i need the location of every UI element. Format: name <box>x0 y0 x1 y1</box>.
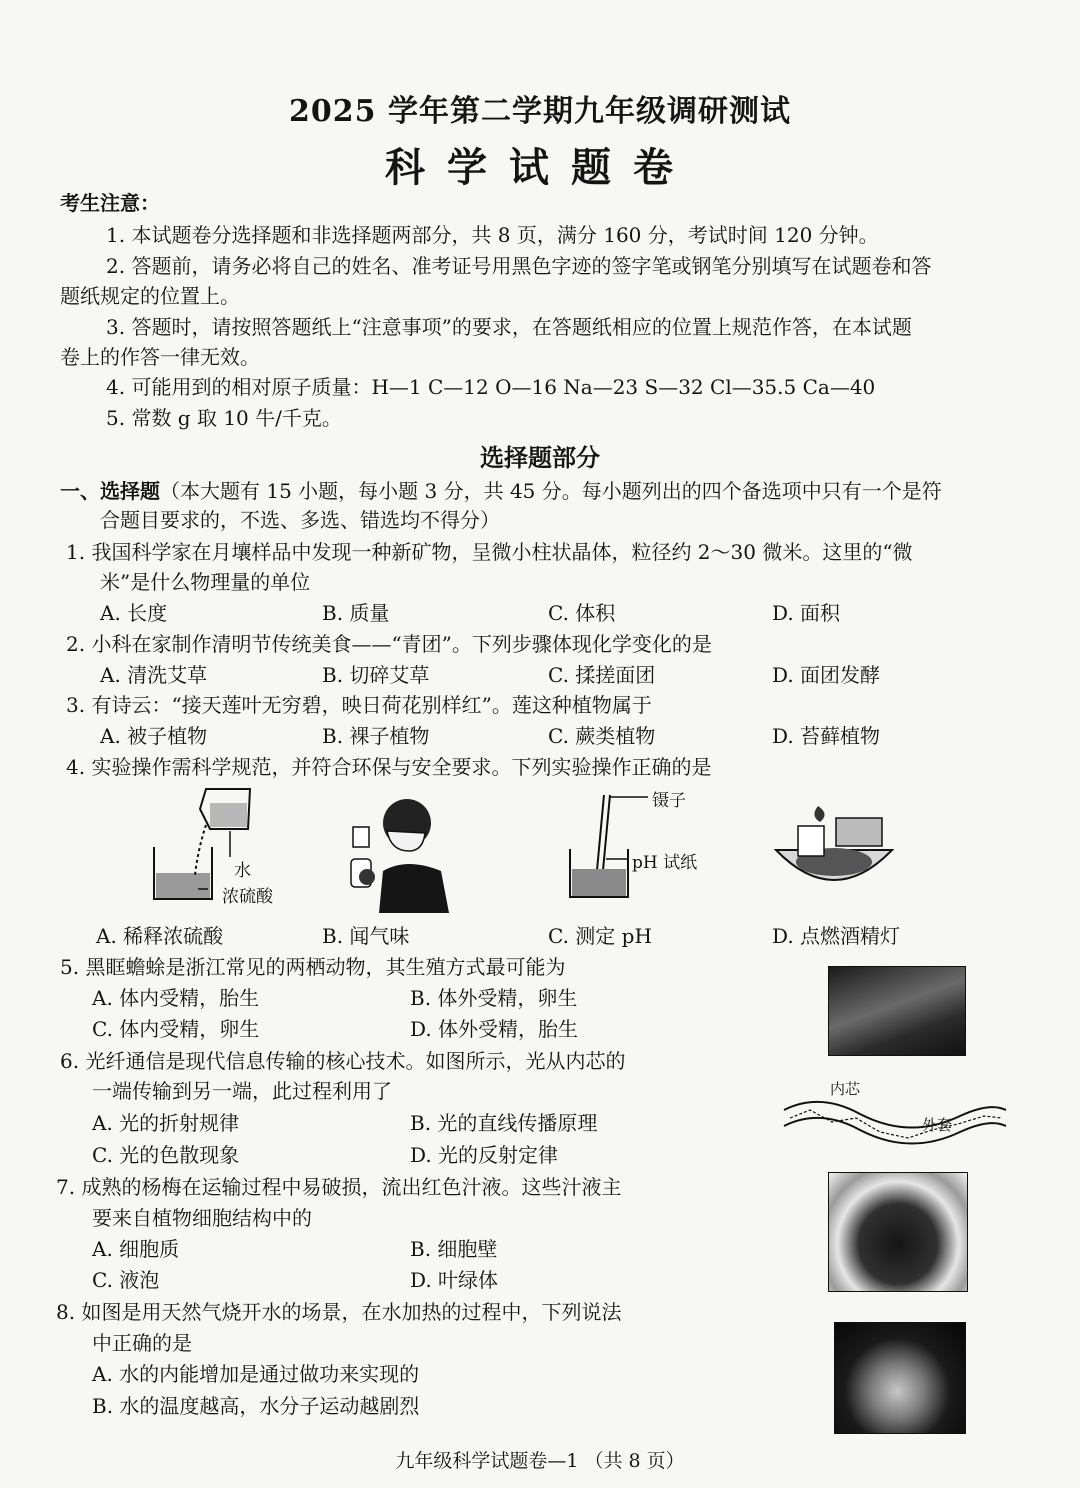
section-title: 选择题部分 <box>480 443 600 472</box>
q7-option-b: B. 细胞壁 <box>410 1237 498 1261</box>
q4-option-d: D. 点燃酒精灯 <box>772 924 901 948</box>
q5-option-a: A. 体内受精，胎生 <box>92 986 260 1010</box>
q1-stem: 1. 我国科学家在月壤样品中发现一种新矿物，呈微小柱状晶体，粒径约 2～30 微米。这里的“微 <box>66 540 913 564</box>
q4-option-c: C. 测定 pH <box>548 924 652 948</box>
q3-option-c: C. 蕨类植物 <box>548 724 656 748</box>
figure-smelling-person <box>345 785 465 915</box>
q6-stem-cont: 一端传输到另一端，此过程利用了 <box>92 1079 392 1103</box>
label-acid: 浓硫酸 <box>222 887 273 907</box>
q7-stem: 7. 成熟的杨梅在运输过程中易破损，流出红色汁液。这些汁液主 <box>56 1175 622 1199</box>
q4-option-b: B. 闻气味 <box>322 924 410 948</box>
q3-option-a: A. 被子植物 <box>100 724 208 748</box>
notice-heading: 考生注意： <box>60 191 160 215</box>
q8-option-a: A. 水的内能增加是通过做功来实现的 <box>92 1362 420 1386</box>
figure-alcohol-lamp <box>770 800 900 900</box>
label-core: 内芯 <box>830 1080 861 1098</box>
part1-desc-cont: 合题目要求的，不选、多选、错选均不得分） <box>100 508 500 532</box>
q4-option-a: A. 稀释浓硫酸 <box>96 924 224 948</box>
q7-option-d: D. 叶绿体 <box>410 1268 499 1292</box>
q8-stem: 8. 如图是用天然气烧开水的场景，在水加热的过程中，下列说法 <box>56 1300 622 1324</box>
q1-stem-cont: 米”是什么物理量的单位 <box>100 570 311 594</box>
q1-option-b: B. 质量 <box>322 601 390 625</box>
q6-option-a: A. 光的折射规律 <box>92 1111 240 1135</box>
exam-title: 2025 学年第二学期九年级调研测试 <box>289 94 791 129</box>
q2-option-a: A. 清洗艾草 <box>100 663 208 687</box>
bayberry-photo <box>828 1172 968 1292</box>
q1-option-c: C. 体积 <box>548 601 616 625</box>
q7-option-c: C. 液泡 <box>92 1268 160 1292</box>
q5-option-c: C. 体内受精，卵生 <box>92 1017 260 1041</box>
notice-item-5: 5. 常数 g 取 10 牛/千克。 <box>106 406 342 430</box>
q8-stem-cont: 中正确的是 <box>92 1331 192 1355</box>
page-footer: 九年级科学试题卷—1 （共 8 页） <box>395 1450 685 1472</box>
label-cladding: 外套 <box>922 1116 953 1134</box>
q2-stem: 2. 小科在家制作清明节传统美食——“青团”。下列步骤体现化学变化的是 <box>66 632 712 656</box>
q5-stem: 5. 黑眶蟾蜍是浙江常见的两栖动物，其生殖方式最可能为 <box>60 955 566 979</box>
notice-item-2: 2. 答题前，请务必将自己的姓名、准考证号用黑色字迹的签字笔或钢笔分别填写在试题卷和答 <box>106 254 932 278</box>
notice-item-3-cont: 卷上的作答一律无效。 <box>60 345 260 369</box>
q3-stem: 3. 有诗云：“接天莲叶无穷碧，映日荷花别样红”。莲这种植物属于 <box>66 693 652 717</box>
label-tweezers: 镊子 <box>652 791 686 811</box>
toad-photo <box>828 966 966 1056</box>
q7-stem-cont: 要来自植物细胞结构中的 <box>92 1206 312 1230</box>
q4-stem: 4. 实验操作需科学规范，并符合环保与安全要求。下列实验操作正确的是 <box>66 755 712 779</box>
q3-option-d: D. 苔藓植物 <box>772 724 881 748</box>
q8-option-b: B. 水的温度越高，水分子运动越剧烈 <box>92 1394 420 1418</box>
notice-item-4: 4. 可能用到的相对原子质量：H—1 C—12 O—16 Na—23 S—32 Cl—35.5 Ca—40 <box>106 375 876 399</box>
label-ph-paper: pH 试纸 <box>632 853 698 873</box>
q5-option-d: D. 体外受精，胎生 <box>410 1017 579 1041</box>
figure-dilute-acid <box>140 785 300 915</box>
q1-option-d: D. 面积 <box>772 601 841 625</box>
part1-label: 一、选择题 <box>60 479 160 503</box>
q7-option-a: A. 细胞质 <box>92 1237 180 1261</box>
kettle-photo <box>834 1322 966 1434</box>
q5-option-b: B. 体外受精，卵生 <box>410 986 578 1010</box>
exam-subtitle: 科学试题卷 <box>385 144 695 191</box>
q2-option-b: B. 切碎艾草 <box>322 663 430 687</box>
q2-option-c: C. 揉搓面团 <box>548 663 656 687</box>
notice-item-2-cont: 题纸规定的位置上。 <box>60 284 240 308</box>
notice-item-1: 1. 本试题卷分选择题和非选择题两部分，共 8 页，满分 160 分，考试时间 120 分钟。 <box>106 223 879 247</box>
q1-option-a: A. 长度 <box>100 601 168 625</box>
q2-option-d: D. 面团发酵 <box>772 663 881 687</box>
label-water: 水 <box>234 861 251 881</box>
q6-option-d: D. 光的反射定律 <box>410 1143 559 1167</box>
part1-header <box>60 476 942 506</box>
notice-item-3: 3. 答题时，请按照答题纸上“注意事项”的要求，在答题纸相应的位置上规范作答，在本试题 <box>106 315 912 339</box>
q6-stem: 6. 光纤通信是现代信息传输的核心技术。如图所示，光从内芯的 <box>60 1049 626 1073</box>
figure-optical-fiber <box>780 1080 1010 1150</box>
q6-option-b: B. 光的直线传播原理 <box>410 1111 598 1135</box>
part1-desc: （本大题有 15 小题，每小题 3 分，共 45 分。每小题列出的四个备选项中只有一个是符 <box>160 479 942 503</box>
q6-option-c: C. 光的色散现象 <box>92 1143 240 1167</box>
q3-option-b: B. 裸子植物 <box>322 724 430 748</box>
